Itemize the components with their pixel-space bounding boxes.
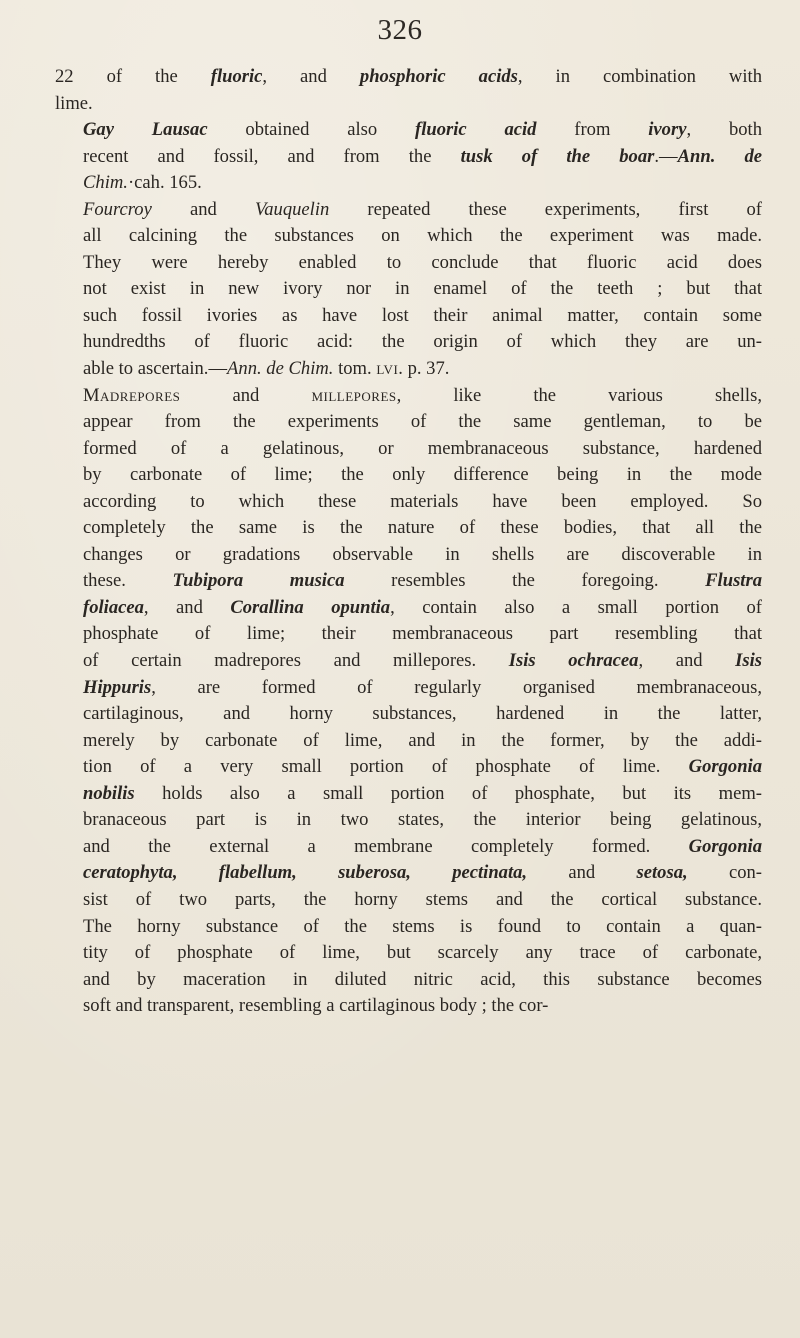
text-run: according to which these materials have been employed. So — [83, 490, 762, 512]
styled-text: Corallina opuntia — [230, 596, 391, 618]
text-run: They were hereby enabled to conclude that fluoric acid does — [83, 251, 762, 273]
text-run: holds also a small portion of phosphate, but its mem- — [134, 782, 762, 804]
text-line — [55, 462, 762, 489]
text-run: formed of a gelatinous, or membranaceous substance, hardened — [83, 437, 762, 459]
text-line — [55, 914, 762, 941]
text-run: 22 of the — [55, 66, 211, 87]
styled-text: ceratophyta, flabellum, suberosa, pectinata, — [83, 862, 528, 884]
text-run: and — [180, 384, 312, 406]
text-run: tom. — [333, 358, 377, 380]
text-run: lime. — [55, 92, 93, 114]
page-number: 326 — [377, 14, 423, 46]
paragraph — [55, 197, 762, 383]
text-run: , are formed of regularly organised membranaceous, — [151, 676, 762, 698]
styled-text: Isis — [735, 650, 763, 672]
text-run: these. — [83, 570, 173, 592]
text-line — [55, 144, 762, 171]
text-run: cartilaginous, and horny substances, hardened in the latter, — [83, 703, 762, 725]
text-run: , and — [262, 66, 360, 87]
styled-text: fluoric acid — [415, 119, 537, 141]
text-line — [55, 64, 762, 91]
text-run: hundredths of fluoric acid: the origin of which they are un- — [83, 331, 762, 353]
text-line — [55, 276, 762, 303]
styled-text: fluoric — [210, 66, 263, 87]
text-run: and the external a membrane completely formed. — [83, 835, 689, 857]
text-line — [55, 940, 762, 967]
text-line — [55, 117, 762, 144]
styled-text: Hippuris — [83, 676, 152, 698]
text-run: able to ascertain.— — [83, 358, 228, 380]
text-line — [55, 356, 762, 383]
styled-text: tusk of the boar — [460, 145, 655, 167]
paragraph — [55, 383, 762, 1020]
styled-text: Vauquelin — [254, 198, 330, 220]
styled-text: Madrepores — [83, 384, 181, 406]
styled-text: lvi — [376, 358, 399, 380]
styled-text: Ann. de — [677, 145, 763, 167]
text-line — [55, 303, 762, 330]
text-run: obtained also — [207, 119, 415, 141]
text-line — [55, 993, 762, 1020]
text-run: , contain also a small portion of — [390, 596, 762, 618]
text-line — [55, 329, 762, 356]
text-run: not exist in new ivory nor in enamel of the teeth ; but that — [83, 278, 762, 300]
text-run: , like the various shells, — [396, 384, 762, 406]
text-run: , and — [143, 596, 231, 618]
styled-text: ivory — [648, 119, 687, 141]
styled-text: nobilis — [83, 782, 135, 804]
text-run: appear from the experiments of the same gentleman, to be — [83, 411, 762, 433]
text-line — [55, 436, 762, 463]
text-run: The horny substance of the stems is found to contain a quan- — [83, 915, 762, 937]
styled-text: Tubipora musica — [172, 570, 345, 592]
text-run: branaceous part is in two states, the interior being gelatinous, — [83, 809, 762, 831]
text-run: merely by carbonate of lime, and in the former, by the addi- — [83, 729, 762, 751]
text-line — [55, 807, 762, 834]
text-run: soft and transparent, resembling a cartilaginous body ; the cor- — [83, 995, 549, 1017]
text-run: , in combination with — [517, 66, 762, 87]
text-run: , both — [686, 119, 763, 141]
text-line — [55, 834, 762, 861]
text-line — [55, 595, 762, 622]
text-run: sist of two parts, the horny stems and the cortical substance. — [83, 888, 762, 910]
text-run: completely the same is the nature of these bodies, that all the — [83, 517, 762, 539]
text-line — [55, 170, 762, 197]
text-line — [55, 621, 762, 648]
styled-text: Isis ochracea — [508, 650, 639, 672]
text-line — [55, 542, 762, 569]
styled-text: phosphoric acids — [359, 66, 518, 87]
styled-text: Gay Lausac — [83, 119, 208, 141]
text-line — [55, 515, 762, 542]
text-run: resembles the foregoing. — [344, 570, 706, 592]
text-line — [55, 728, 762, 755]
styled-text: Gorgonia — [688, 835, 762, 857]
styled-text: setosa, — [636, 862, 688, 884]
text-line — [55, 701, 762, 728]
text-run: con- — [687, 862, 762, 884]
text-line — [55, 223, 762, 250]
text-run: tion of a very small portion of phosphate of lime. — [83, 756, 689, 778]
styled-text: millepores — [311, 384, 397, 406]
styled-text: Ann. de Chim. — [227, 358, 334, 380]
text-run: and by maceration in diluted nitric acid, this substance becomes — [83, 968, 762, 990]
text-line — [55, 197, 762, 224]
text-line — [55, 781, 762, 808]
text-run: recent and fossil, and from the — [83, 145, 461, 167]
text-line — [55, 250, 762, 277]
text-line — [55, 887, 762, 914]
text-run: repeated these experiments, first of — [329, 198, 762, 220]
text-line — [55, 860, 762, 887]
text-run: all calcining the substances on which the experiment was made. — [83, 225, 762, 247]
styled-text: Flustra — [705, 570, 762, 592]
text-run: phosphate of lime; their membranaceous part resembling that — [83, 623, 762, 645]
text-line — [55, 675, 762, 702]
paragraph — [55, 64, 762, 117]
text-line — [55, 409, 762, 436]
text-run: ·cah. 165. — [127, 172, 202, 194]
text-line — [55, 383, 762, 410]
styled-text: Fourcroy — [83, 198, 152, 220]
text-run: of certain madrepores and millepores. — [83, 650, 509, 672]
styled-text: foliacea — [83, 596, 144, 618]
text-run: .— — [654, 145, 678, 167]
paragraph — [55, 117, 762, 197]
text-line — [55, 91, 762, 118]
text-line — [55, 648, 762, 675]
text-line — [55, 489, 762, 516]
text-run: , and — [638, 650, 736, 672]
styled-text: Chim. — [83, 172, 128, 194]
text-run: such fossil ivories as have lost their animal matter, contain some — [83, 304, 762, 326]
text-run: from — [536, 119, 649, 141]
text-line — [55, 967, 762, 994]
body-text — [55, 64, 762, 1020]
text-run: changes or gradations observable in shells are discoverable in — [83, 543, 762, 565]
text-run: tity of phosphate of lime, but scarcely any trace of carbonate, — [83, 942, 762, 964]
text-run: by carbonate of lime; the only difference being in the mode — [83, 464, 762, 486]
text-line — [55, 754, 762, 781]
styled-text: Gorgonia — [688, 756, 762, 778]
text-run: and — [151, 198, 255, 220]
text-line — [55, 568, 762, 595]
text-run: and — [527, 862, 637, 884]
text-run: . p. 37. — [398, 358, 450, 380]
